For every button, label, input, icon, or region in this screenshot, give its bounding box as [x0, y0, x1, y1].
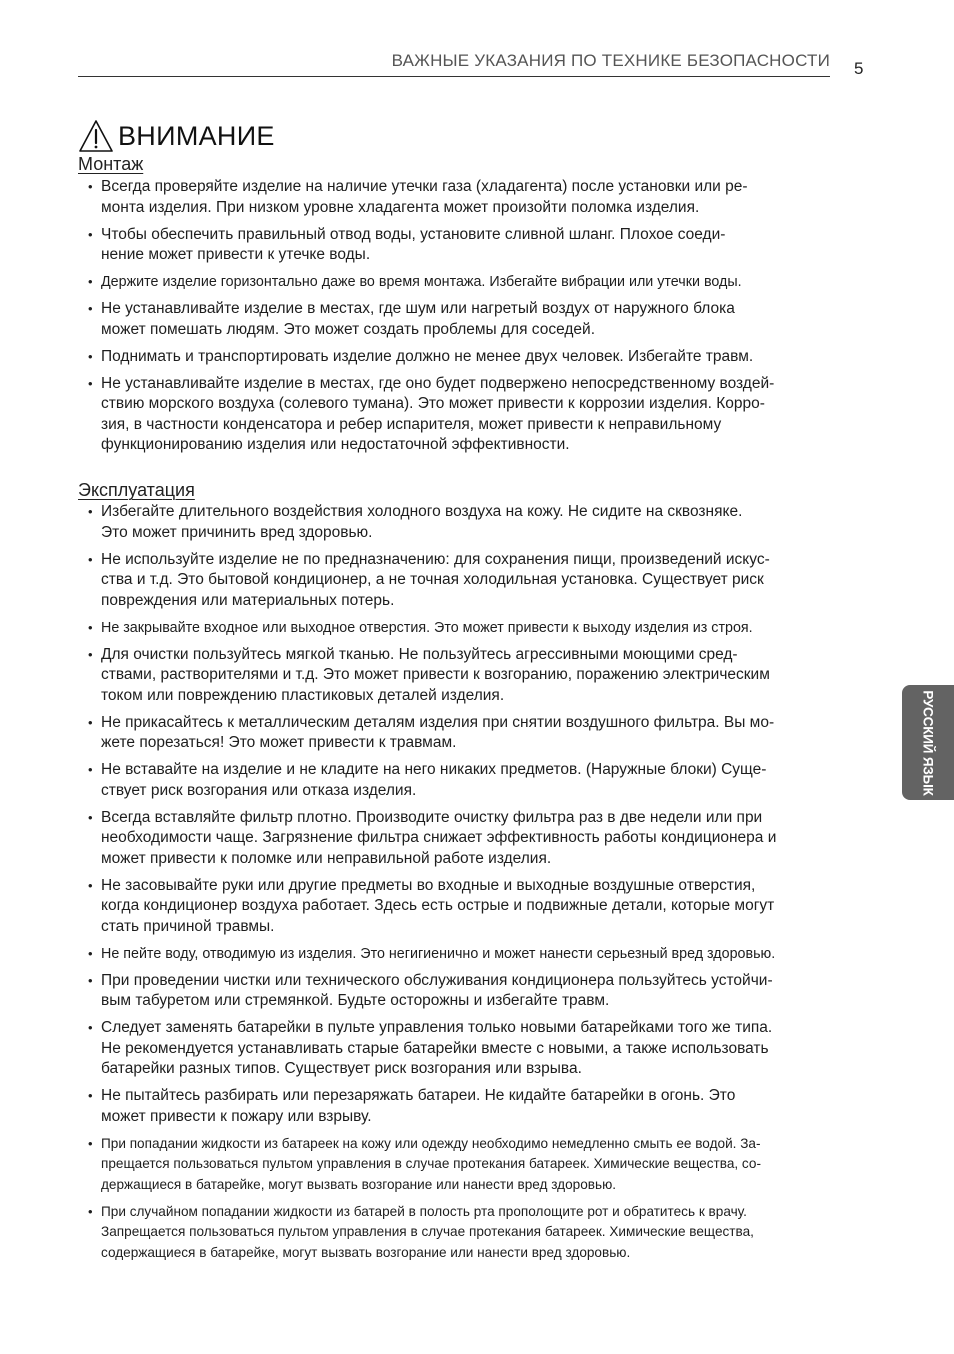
mounting-list: [88, 177, 868, 462]
list-item-line: батарейки разных типов. Существует риск возгорания или взрыва.: [101, 1060, 582, 1077]
list-item: [88, 347, 868, 368]
list-item: [88, 225, 868, 266]
list-item-line: Запрещается пользоваться пультом управления в случае протекания батареек. Химические вещества,: [101, 1224, 754, 1239]
list-item: [88, 1202, 868, 1264]
list-item-line: ствию морского воздуха (солевого тумана). Это может привести к коррозии изделия. Корро-: [101, 395, 765, 412]
warning-triangle-icon: [78, 119, 114, 153]
list-item-line: • Не устанавливайте изделие в местах, где оно будет подвержено непосредственному воздей-: [101, 374, 775, 392]
list-item-line: • Не пейте воду, отводимую из изделия. Это негигиенично и может нанести серьезный вред здоровью.: [101, 945, 776, 962]
list-item: [88, 760, 868, 801]
list-item-line: • Не пытайтесь разбирать или перезаряжать батареи. Не кидайте батарейки в огонь. Это: [101, 1087, 736, 1104]
list-item-line: зия, в частности конденсатора и ребер испарителя, может привести к неправильному: [101, 415, 722, 433]
language-tab-label: РУССКИЙ ЯЗЫК: [920, 689, 936, 796]
list-item-line: • Всегда проверяйте изделие на наличие утечки газа (хладагента) после установки или ре-: [101, 178, 748, 195]
list-item-line: ствами, растворителями и т.д. Это может привести к возгоранию, поражению электрическим: [101, 666, 770, 683]
list-item-line: вым табуретом или стремянкой. Будьте осторожны и избегайте травм.: [101, 992, 610, 1009]
list-item-line: повреждения или материальных потерь.: [101, 591, 395, 609]
list-item-line: может помешать людям. Это может создать проблемы для соседей.: [101, 320, 595, 338]
list-item: [88, 876, 868, 938]
list-item: [88, 808, 868, 870]
list-item: [88, 1086, 868, 1127]
list-item: [88, 645, 868, 707]
list-item: [88, 971, 868, 1012]
language-tab: [902, 685, 954, 800]
list-item-line: • Чтобы обеспечить правильный отвод воды, установите сливной шланг. Плохое соеди-: [101, 225, 726, 243]
list-item: [88, 374, 868, 456]
list-item: [88, 1134, 868, 1196]
list-item-line: • Не вставайте на изделие и не кладите на него никаких предметов. (Наружные блоки) Суще-: [101, 761, 767, 778]
list-item-line: • Не засовывайте руки или другие предметы во входные и выходные воздушные отверстия,: [101, 876, 756, 894]
warning-heading: [78, 118, 275, 154]
list-item-line: ствует риск возгорания или отказа изделия.: [101, 781, 417, 799]
list-item: [88, 550, 868, 612]
list-item-line: функционированию изделия или недостаточной эффективности.: [101, 436, 570, 453]
list-item-line: током или повреждению пластиковых деталей изделия.: [101, 686, 505, 704]
operation-list: [88, 502, 868, 1270]
list-item: [88, 299, 868, 340]
list-item: [88, 713, 868, 754]
list-item: [88, 618, 868, 639]
header-title: ВАЖНЫЕ УКАЗАНИЯ ПО ТЕХНИКЕ БЕЗОПАСНОСТИ: [391, 51, 830, 70]
list-item-line: • Держите изделие горизонтально даже во время монтажа. Избегайте вибрации или утечки воды.: [101, 274, 742, 290]
page-number: 5: [854, 59, 864, 78]
list-item: [88, 944, 868, 965]
list-item-line: • Для очистки пользуйтесь мягкой тканью. Не пользуйтесь агрессивными моющими сред-: [101, 645, 738, 663]
list-item-line: Это может причинить вред здоровью.: [101, 523, 373, 541]
list-item-line: • Избегайте длительного воздействия холодного воздуха на кожу. Не сидите на сквозняке.: [101, 503, 743, 520]
list-item: [88, 177, 868, 218]
section-title-operation: Эксплуатация: [78, 480, 195, 500]
list-item-line: • Не используйте изделие не по предназначению: для сохранения пищи, произведений искус-: [101, 550, 770, 568]
list-item-line: может привести к поломке или неправильной работе изделия.: [101, 849, 552, 867]
page-header: [78, 50, 830, 77]
list-item-line: • Не прикасайтесь к металлическим деталям изделия при снятии воздушного фильтра. Вы мо-: [101, 713, 775, 731]
list-item-line: жете порезаться! Это может привести к травмам.: [101, 734, 457, 751]
list-item-line: • При случайном попадании жидкости из батарей в полость рта прополощите рот и обратитесь к врачу.: [101, 1203, 747, 1219]
section-title-mounting: Монтаж: [78, 154, 144, 174]
list-item-line: содержащиеся в батарейке, могут вызвать возгорание или нанести вред здоровью.: [101, 1244, 631, 1260]
list-item-line: • Не устанавливайте изделие в местах, где шум или нагретый воздух от наружного блока: [101, 300, 735, 317]
list-item: [88, 502, 868, 543]
list-item-line: монта изделия. При низком уровне хладагента может произойти поломка изделия.: [101, 198, 700, 216]
list-item-line: • При попадании жидкости из батареек на кожу или одежду необходимо немедленно смыть ее водой. За-: [101, 1135, 761, 1151]
list-item-line: держащиеся в батарейке, могут вызвать возгорание или нанести вред здоровью.: [101, 1176, 617, 1192]
list-item-line: • При проведении чистки или технического обслуживания кондиционера пользуйтесь устойчи-: [101, 971, 773, 989]
list-item-line: • Поднимать и транспортировать изделие должно не менее двух человек. Избегайте травм.: [101, 347, 754, 365]
list-item-line: необходимости чаще. Загрязнение фильтра снижает эффективность работы кондиционера и: [101, 829, 777, 846]
warning-title: ВНИМАНИЕ: [118, 120, 275, 151]
list-item: [88, 272, 868, 293]
list-item-line: • Следует заменять батарейки в пульте управления только новыми батарейками того же типа.: [101, 1019, 773, 1036]
list-item-line: ства и т.д. Это бытовой кондиционер, а не точная холодильная установка. Существует риск: [101, 571, 764, 588]
list-item-line: нение может привести к утечке воды.: [101, 246, 371, 263]
list-item-line: • Не закрывайте входное или выходное отверстия. Это может привести к выходу изделия из строя.: [101, 619, 753, 636]
list-item-line: стать причиной травмы.: [101, 917, 275, 935]
list-item: [88, 1018, 868, 1080]
list-item-line: когда кондиционер воздуха работает. Здесь есть острые и подвижные детали, которые могут: [101, 897, 775, 914]
list-item-line: может привести к пожару или взрыву.: [101, 1107, 372, 1125]
list-item-line: • Всегда вставляйте фильтр плотно. Производите очистку фильтра раз в две недели или при: [101, 808, 763, 826]
list-item-line: Не рекомендуется устанавливать старые батарейки вместе с новыми, а также использовать: [101, 1039, 769, 1057]
list-item-line: прещается пользоваться пультом управления в случае протекания батареек. Химические вещества, со-: [101, 1156, 761, 1171]
